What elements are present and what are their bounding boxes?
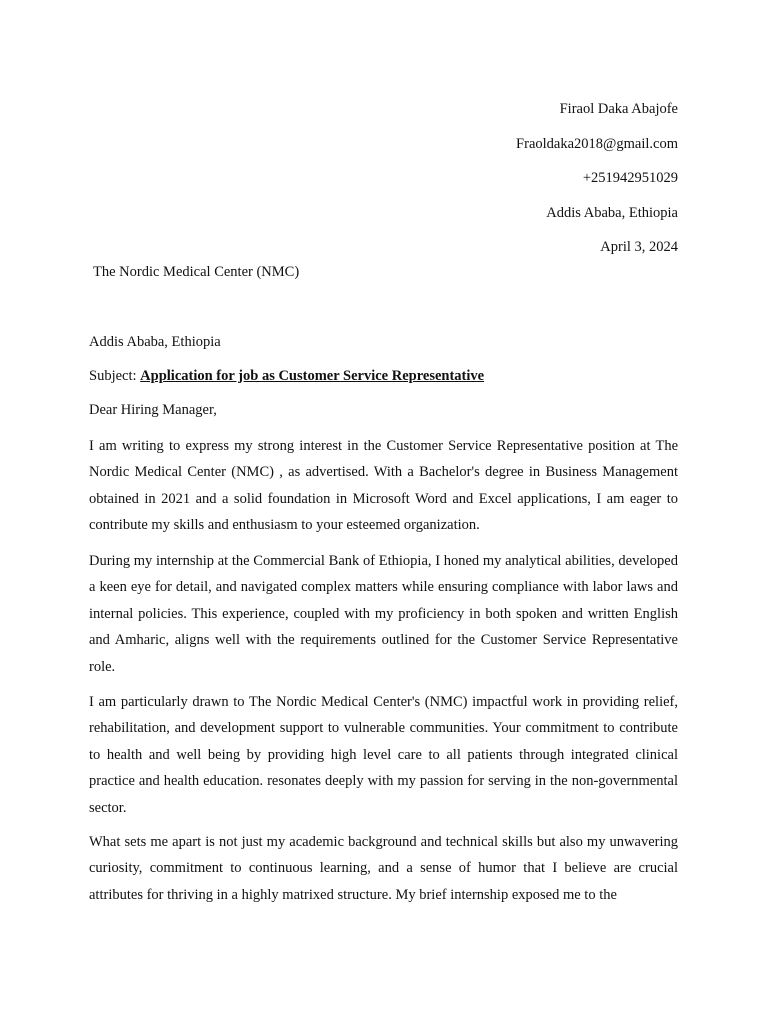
body-paragraph-4: What sets me apart is not just my academic background and technical skills but also my unwavering curiosity, commitment to continuous learning, and a sense of humor that I believe are crucial attributes for thriving in a highly matrixed structure. My brief internship exposed me to the: [89, 834, 678, 903]
subject-line: [89, 368, 484, 385]
subject-label: Subject:: [89, 368, 141, 384]
body-paragraph-3: I am particularly drawn to The Nordic Medical Center's (NMC) impactful work in providing relief, rehabilitation, and development support to vulnerable communities. Your commitment to contribute to health and well being by providing high level care to all patients through integrated clinical practice and health education. resonates deeply with my passion for serving in the non-governmental sector.: [89, 694, 678, 816]
recipient-city: Addis Ababa, Ethiopia: [89, 334, 221, 350]
sender-name: Firaol Daka Abajofe: [559, 101, 678, 117]
sender-phone: +251942951029: [582, 170, 678, 186]
letter-date: April 3, 2024: [600, 239, 678, 255]
recipient-organization: The Nordic Medical Center (NMC): [93, 264, 300, 280]
body-paragraph-1: I am writing to express my strong interest in the Customer Service Representative position at The Nordic Medical Center (NMC) , as advertised. With a Bachelor's degree in Business Management obtained in 2021 and a solid foundation in Microsoft Word and Excel applications, I am eager to contribute my skills and enthusiasm to your esteemed organization.: [89, 438, 678, 534]
salutation: Dear Hiring Manager,: [89, 402, 217, 418]
body-paragraph-2: During my internship at the Commercial Bank of Ethiopia, I honed my analytical abilities, developed a keen eye for detail, and navigated complex matters while ensuring compliance with labor laws and internal policies. This experience, coupled with my proficiency in both spoken and written English and Amharic, aligns well with the requirements outlined for the Customer Service Representative role.: [89, 553, 678, 675]
sender-block: [516, 92, 678, 265]
sender-city: Addis Ababa, Ethiopia: [546, 204, 678, 221]
subject-text: Application for job as Customer Service Representative: [140, 368, 485, 384]
sender-email: Fraoldaka2018@gmail.com: [516, 135, 678, 152]
